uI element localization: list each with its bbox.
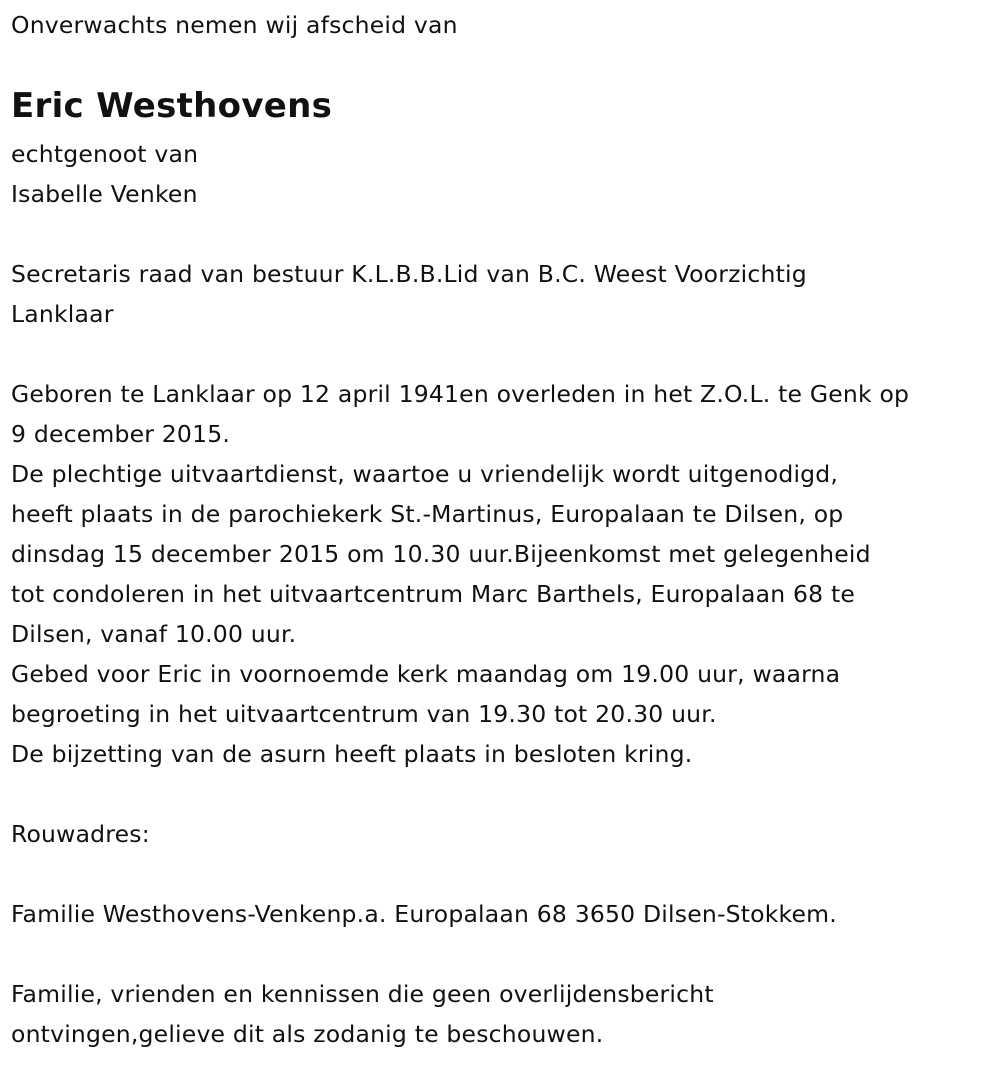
details-line: De plechtige uitvaartdienst, waartoe u vriendelijk wordt uitgenodigd, — [11, 460, 839, 488]
functions-line-1: Secretaris raad van bestuur K.L.B.B.Lid van B.C. Weest Voorzichtig — [11, 260, 807, 288]
details-line: tot condoleren in het uitvaartcentrum Marc Barthels, Europalaan 68 te — [11, 580, 856, 608]
details-line: heeft plaats in de parochiekerk St.-Martinus, Europalaan te Dilsen, op — [11, 500, 844, 528]
functions-line-2: Lanklaar — [11, 300, 114, 328]
details-line: begroeting in het uitvaartcentrum van 19.30 tot 20.30 uur. — [11, 700, 717, 728]
mourning-address: Familie Westhovens-Venkenp.a. Europalaan 68 3650 Dilsen-Stokkem. — [11, 900, 837, 928]
details-line: Geboren te Lanklaar op 12 april 1941en overleden in het Z.O.L. te Genk op — [11, 380, 910, 408]
details-line: dinsdag 15 december 2015 om 10.30 uur.Bijeenkomst met gelegenheid — [11, 540, 871, 568]
details-line: De bijzetting van de asurn heeft plaats in besloten kring. — [11, 740, 693, 768]
details-line: Dilsen, vanaf 10.00 uur. — [11, 620, 297, 648]
intro-text: Onverwachts nemen wij afscheid van — [11, 11, 458, 39]
closing-line-1: Familie, vrienden en kennissen die geen overlijdensbericht — [11, 980, 714, 1008]
spouse-line-2: Isabelle Venken — [11, 180, 198, 208]
closing-line-2: ontvingen,gelieve dit als zodanig te beschouwen. — [11, 1020, 604, 1048]
address-label: Rouwadres: — [11, 820, 150, 848]
details-line: Gebed voor Eric in voornoemde kerk maandag om 19.00 uur, waarna — [11, 660, 841, 688]
deceased-name: Eric Westhovens — [11, 86, 333, 126]
spouse-line-1: echtgenoot van — [11, 140, 199, 168]
details-line: 9 december 2015. — [11, 420, 231, 448]
